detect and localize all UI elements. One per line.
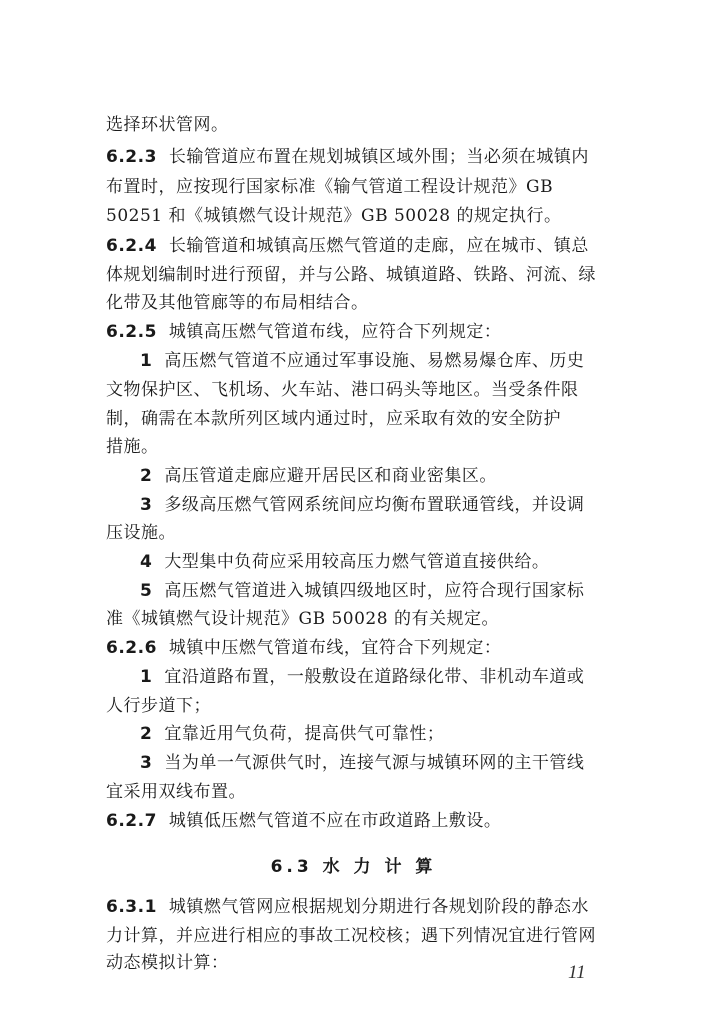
text-content: 当为单一气源供气时，连接气源与城镇环网的主干管线 [164,753,585,773]
text-content: 城镇高压燃气管道布线，应符合下列规定： [168,322,502,342]
list-item-2 [140,723,640,745]
clause-number: 6.2.3 [106,147,157,167]
text-content: 城镇燃气管网应根据规划分期进行各规划阶段的静态水 [168,897,589,917]
clause-6-2-4 [106,235,606,257]
clause-6-3-1 [106,896,606,918]
text-line [106,436,606,458]
clause-number: 6.2.6 [106,638,157,658]
text-content: 宜沿道路布置，一般敷设在道路绿化带、非机动车道或 [164,667,585,687]
text-content: 宜靠近用气负荷，提高供气可靠性； [164,724,445,744]
text-line [106,695,606,717]
clause-6-2-7 [106,810,606,832]
text-line [106,114,606,136]
list-item-5 [140,580,640,602]
text-line [106,781,606,803]
text-content: 高压管道走廊应避开居民区和商业密集区。 [164,466,497,486]
text-content: 高压燃气管道不应通过军事设施、易燃易爆仓库、历史 [164,351,585,371]
list-item-2 [140,465,640,487]
page-number: 11 [568,962,586,983]
item-number: 3 [140,753,153,773]
text-line [106,925,606,947]
clause-6-2-6 [106,637,606,659]
list-item-1 [140,350,640,372]
list-item-3 [140,752,640,774]
clause-6-2-3 [106,146,606,168]
section-heading: 6.3 水 力 计 算 [270,857,437,877]
text-line [106,379,606,401]
item-number: 1 [140,667,153,687]
list-item-3 [140,494,640,516]
text-line [106,205,606,227]
item-number: 2 [140,466,153,486]
text-content: 人行步道下； [106,696,211,716]
list-item-1 [140,666,640,688]
clause-number: 6.2.5 [106,322,157,342]
text-content: 力计算，并应进行相应的事故工况校核；遇下列情况宜进行管网 [106,926,596,946]
text-line [106,176,606,198]
text-content: 长输管道和城镇高压燃气管道的走廊，应在城市、镇总 [168,236,589,256]
text-content: 措施。 [106,437,159,457]
item-number: 2 [140,724,153,744]
clause-number: 6.2.7 [106,811,157,831]
list-item-4 [140,551,640,573]
text-content: 多级高压燃气管网系统间应均衡布置联通管线，并设调 [164,495,585,515]
text-content: 大型集中负荷应采用较高压力燃气管道直接供给。 [164,552,550,572]
text-content: 文物保护区、飞机场、火车站、港口码头等地区。当受条件限 [106,380,579,400]
clause-number: 6.3.1 [106,897,157,917]
text-content: 选择环状管网。 [106,115,229,135]
text-content: 制，确需在本款所列区域内通过时，应采取有效的安全防护 [106,409,561,429]
text-line [106,522,606,544]
text-content: 压设施。 [106,523,176,543]
text-line [106,264,606,286]
item-number: 4 [140,552,153,572]
text-content: 化带及其他管廊等的布局相结合。 [106,293,369,313]
text-line [106,608,606,630]
item-number: 1 [140,351,153,371]
clause-number: 6.2.4 [106,236,157,256]
text-line [106,408,606,430]
item-number: 3 [140,495,153,515]
text-line [106,292,606,314]
text-content: 宜采用双线布置。 [106,782,246,802]
text-content: 城镇中压燃气管道布线，宜符合下列规定： [168,638,502,658]
text-content: 50251 和《城镇燃气设计规范》GB 50028 的规定执行。 [106,206,562,226]
text-content: 布置时，应按现行国家标准《输气管道工程设计规范》GB [106,177,554,197]
text-content: 高压燃气管道进入城镇四级地区时，应符合现行国家标 [164,581,585,601]
text-content: 体规划编制时进行预留，并与公路、城镇道路、铁路、河流、绿 [106,265,596,285]
text-content: 城镇低压燃气管道不应在市政道路上敷设。 [168,811,502,831]
item-number: 5 [140,581,153,601]
text-line [106,952,606,974]
text-content: 准《城镇燃气设计规范》GB 50028 的有关规定。 [106,609,499,629]
clause-6-2-5 [106,321,606,343]
text-content: 长输管道应布置在规划城镇区域外围；当必须在城镇内 [168,147,589,167]
text-content: 动态模拟计算： [106,953,229,973]
